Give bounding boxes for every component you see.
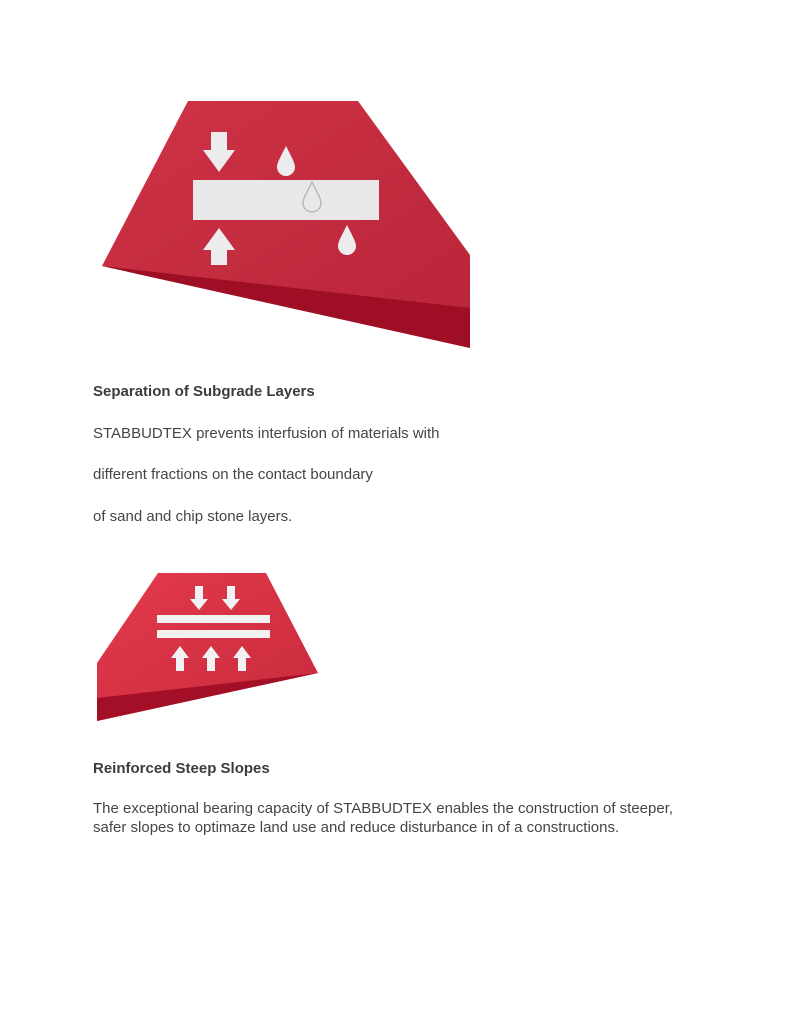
section-heading: Separation of Subgrade Layers — [93, 383, 315, 400]
section-text-line: different fractions on the contact boundary — [93, 466, 373, 483]
separation-layers-icon — [96, 98, 474, 350]
section-heading: Reinforced Steep Slopes — [93, 760, 270, 777]
section-text-line: STABBUDTEX prevents interfusion of materials with — [93, 425, 440, 442]
section-text-line: of sand and chip stone layers. — [93, 508, 293, 525]
section-text-line: safer slopes to optimaze land use and reduce disturbance in of a constructions. — [93, 819, 620, 836]
geotextile-layer-bar — [157, 615, 270, 623]
section-text-line: The exceptional bearing capacity of STABBUDTEX enables the construction of steeper, — [93, 800, 674, 817]
geotextile-layer-bar — [157, 630, 270, 638]
geotextile-layer-bar — [193, 180, 379, 220]
reinforced-slopes-icon — [94, 570, 320, 724]
